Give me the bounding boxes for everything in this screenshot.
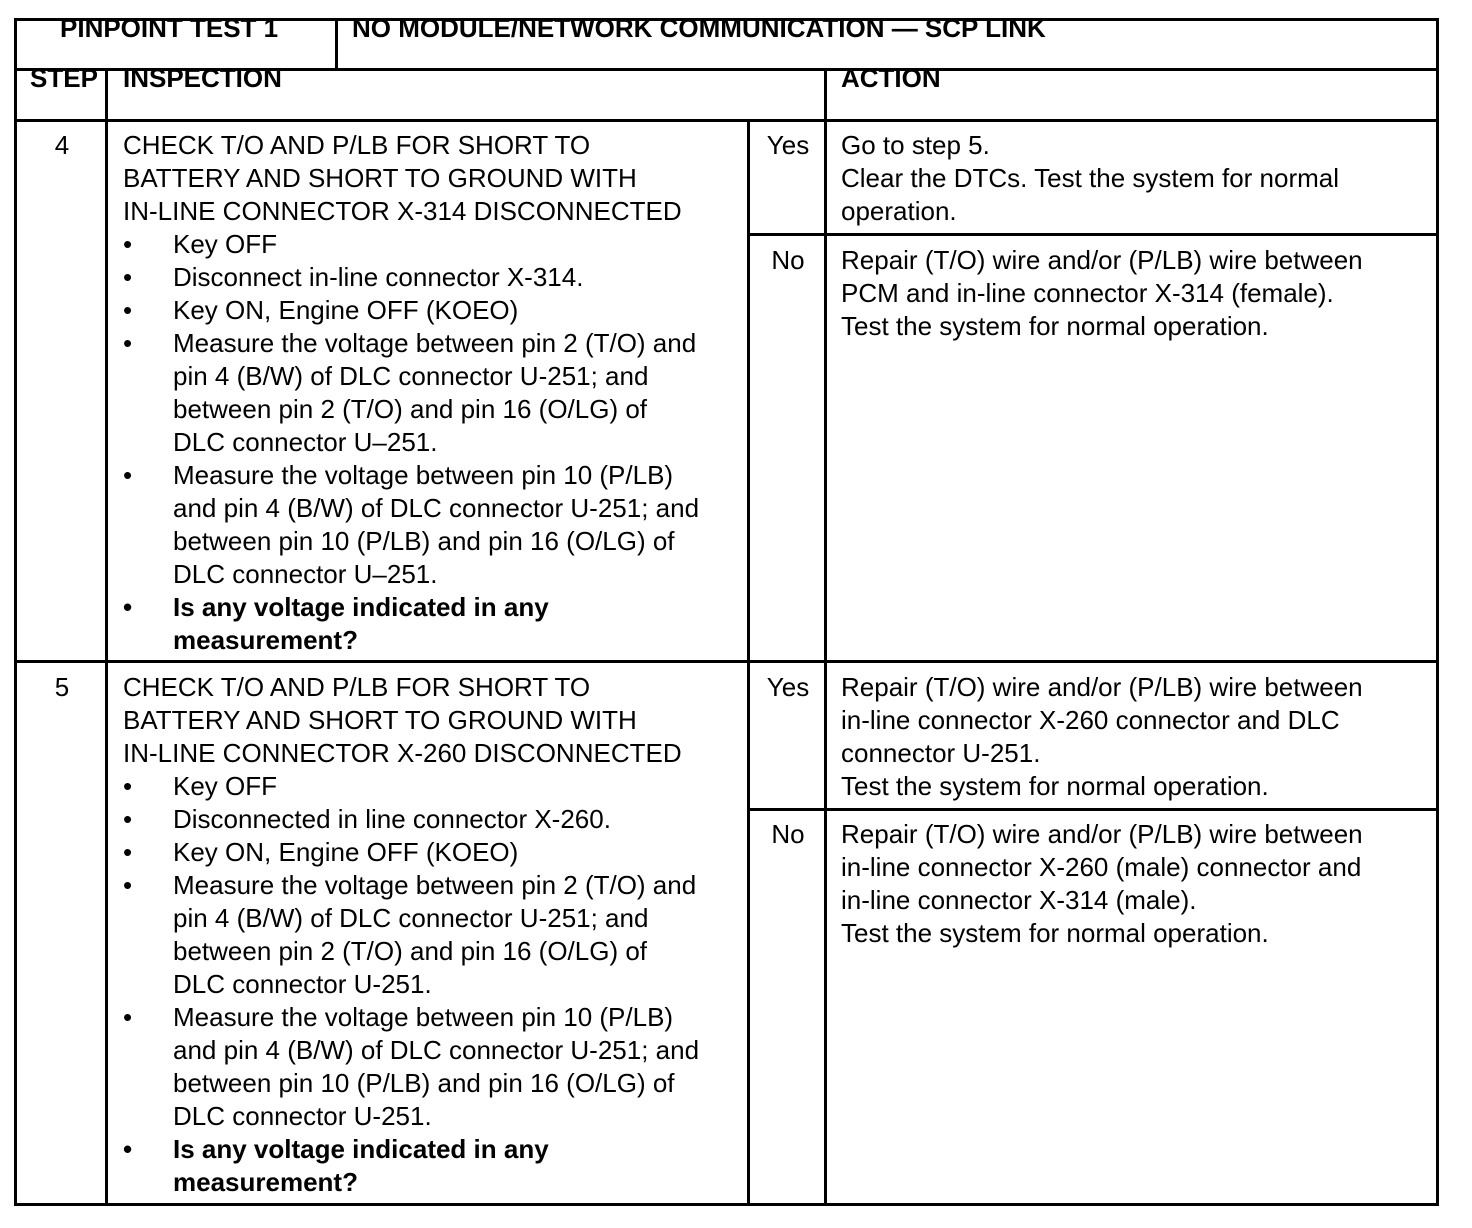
answer-no-label: No (771, 245, 805, 275)
inspection-bullet-list (123, 228, 743, 657)
inspection-bullet: • Key ON, Engine OFF (KOEO) (123, 295, 519, 325)
answer-yes-label: Yes (766, 672, 810, 702)
bullet-icon: • (123, 229, 133, 259)
column-header-inspection: INSPECTION (123, 63, 282, 93)
rule-action-col (824, 68, 827, 1206)
bullet-icon: • (123, 837, 133, 867)
answer-yes-label: Yes (766, 130, 810, 160)
inspection-title-line: CHECK T/O AND P/LB FOR SHORT TO (123, 672, 591, 702)
step-number: 5 (54, 672, 70, 702)
rule-step-col (105, 68, 108, 1206)
step-inspection (123, 671, 743, 1199)
inspection-title-line: BATTERY AND SHORT TO GROUND WITH (123, 163, 637, 193)
inspection-title-line: IN-LINE CONNECTOR X-260 DISCONNECTED (123, 738, 682, 768)
step-inspection (123, 129, 743, 657)
yes-action: Go to step 5. Clear the DTCs. Test the system for normal operation. (841, 130, 1340, 226)
inspection-bullet: • Measure the voltage between pin 2 (T/O) and pin 4 (B/W) of DLC connector U-251; and between pin 2 (T/O) and pin 16 (O/LG) of DLC connector U–251. (123, 328, 697, 457)
inspection-title-line: BATTERY AND SHORT TO GROUND WITH (123, 705, 637, 735)
bullet-icon: • (123, 771, 133, 801)
inspection-title-line: CHECK T/O AND P/LB FOR SHORT TO (123, 130, 591, 160)
test-label: PINPOINT TEST 1 (60, 13, 279, 43)
bullet-icon: • (123, 1002, 133, 1032)
inspection-bullet: • Measure the voltage between pin 2 (T/O) and pin 4 (B/W) of DLC connector U-251; and between pin 2 (T/O) and pin 16 (O/LG) of DLC connector U-251. (123, 870, 697, 999)
column-header-step: STEP (30, 63, 98, 93)
test-title: NO MODULE/NETWORK COMMUNICATION — SCP LINK (352, 13, 1046, 43)
inspection-bullet-list (123, 770, 743, 1199)
inspection-bullet: • Key OFF (123, 229, 278, 259)
rule-title-divider (335, 18, 338, 70)
answer-no-label: No (771, 819, 805, 849)
column-header-action: ACTION (841, 63, 941, 93)
rule-header-bottom (14, 119, 1439, 122)
rule-step4-yes-bottom (748, 233, 1439, 236)
rule-step4-bottom (14, 660, 1439, 663)
bullet-icon: • (123, 592, 133, 622)
rule-step5-yes-bottom (748, 808, 1439, 811)
no-action: Repair (T/O) wire and/or (P/LB) wire between in-line connector X-260 (male) connector and in-line connector X-314 (male). Test the system for normal operation. (841, 819, 1363, 948)
bullet-icon: • (123, 262, 133, 292)
inspection-title-line: IN-LINE CONNECTOR X-314 DISCONNECTED (123, 196, 682, 226)
inspection-bullet: • Key OFF (123, 771, 278, 801)
bullet-icon: • (123, 870, 133, 900)
bullet-icon: • (123, 295, 133, 325)
inspection-bullet: • Disconnected in line connector X-260. (123, 804, 611, 834)
bullet-icon: • (123, 1134, 133, 1164)
yes-action: Repair (T/O) wire and/or (P/LB) wire between in-line connector X-260 connector and DLC connector U-251. Test the system for normal operation. (841, 672, 1363, 801)
inspection-question: • Is any voltage indicated in any measurement? (123, 592, 549, 655)
bullet-icon: • (123, 804, 133, 834)
bullet-icon: • (123, 460, 133, 490)
inspection-bullet: • Key ON, Engine OFF (KOEO) (123, 837, 519, 867)
step-number: 4 (54, 130, 70, 160)
inspection-question: • Is any voltage indicated in any measurement? (123, 1134, 549, 1197)
bullet-icon: • (123, 328, 133, 358)
no-action: Repair (T/O) wire and/or (P/LB) wire between PCM and in-line connector X-314 (female). Test the system for normal operation. (841, 245, 1363, 341)
rule-yesno-col (747, 119, 750, 1206)
inspection-bullet: • Measure the voltage between pin 10 (P/LB) and pin 4 (B/W) of DLC connector U-251; and between pin 10 (P/LB) and pin 16 (O/LG) of DLC connector U-251. (123, 1002, 700, 1131)
inspection-bullet: • Measure the voltage between pin 10 (P/LB) and pin 4 (B/W) of DLC connector U-251; and between pin 10 (P/LB) and pin 16 (O/LG) of DLC connector U–251. (123, 460, 700, 589)
inspection-bullet: • Disconnect in-line connector X-314. (123, 262, 584, 292)
